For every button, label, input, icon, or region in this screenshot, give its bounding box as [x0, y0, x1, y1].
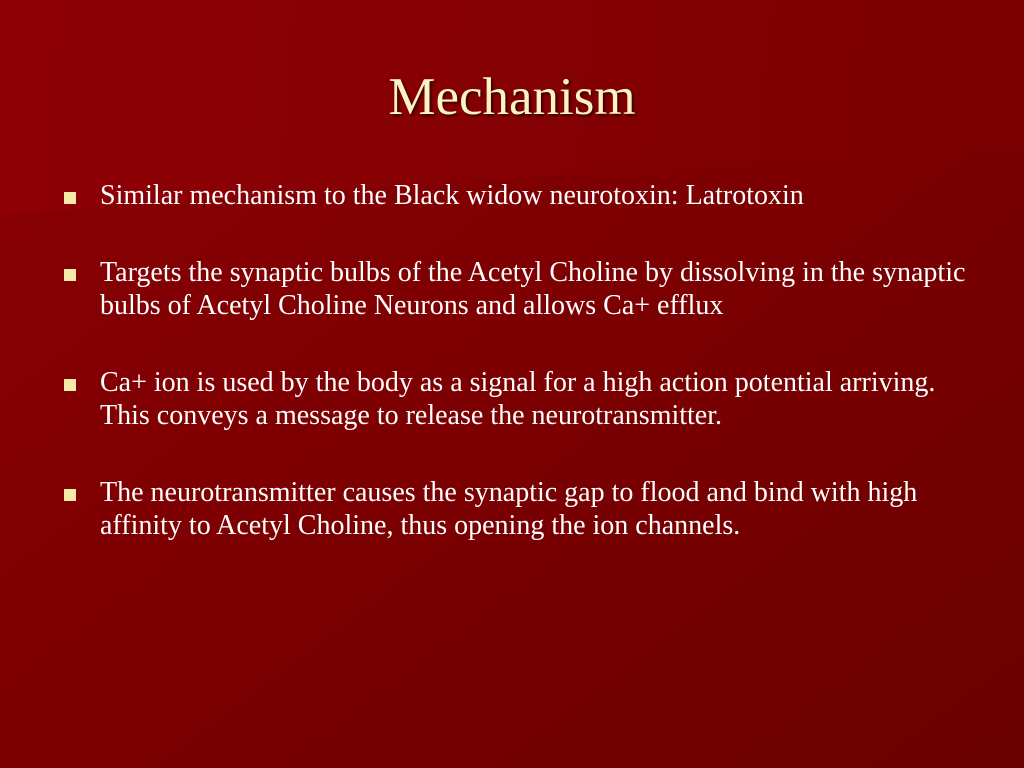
bullet-item: [62, 476, 972, 542]
bullet-list: [62, 179, 972, 586]
slide-title: Mechanism: [388, 68, 636, 126]
bullet-item: [62, 256, 972, 322]
bullet-text: Ca+ ion is used by the body as a signal for a high action potential arriving. This conveys a message to release the neurotransmitter.: [100, 367, 936, 431]
bullet-text: Targets the synaptic bulbs of the Acetyl Choline by dissolving in the synaptic bulbs of Acetyl Choline Neurons and allows Ca+ efflux: [100, 257, 966, 321]
bullet-text: The neurotransmitter causes the synaptic gap to flood and bind with high affinity to Acetyl Choline, thus opening the ion channels.: [100, 477, 918, 541]
square-bullet-icon: [64, 192, 76, 204]
square-bullet-icon: [64, 379, 76, 391]
bullet-item: [62, 366, 972, 432]
square-bullet-icon: [64, 269, 76, 281]
square-bullet-icon: [64, 489, 76, 501]
bullet-text: Similar mechanism to the Black widow neurotoxin: Latrotoxin: [100, 180, 804, 211]
bullet-item: [62, 179, 972, 212]
